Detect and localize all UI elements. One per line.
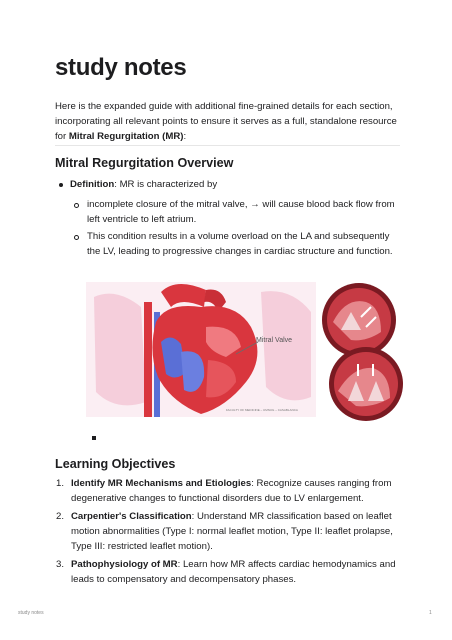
intro-tail: : [183, 131, 187, 142]
objective-number: 1. [56, 478, 65, 489]
objective-item-2 [56, 509, 400, 554]
valve-detail-bottom [328, 346, 404, 422]
stray-bullet-marker [92, 436, 96, 440]
valve-label: Mitral Valve [256, 337, 293, 344]
intro-bold: Mitral Regurgitation (MR) [68, 131, 184, 142]
objective-text: : Recognize causes ranging from degenerative changes to functional disorders due to LV enlargement. [71, 478, 392, 504]
objective-number: 2. [56, 511, 65, 522]
sub-bullet-1-text: incomplete closure of the mitral valve, → will cause blood back flow from left ventricle to left atrium. [87, 199, 395, 225]
definition-label: Definition [70, 179, 115, 190]
footer-page-number: 1 [429, 610, 432, 616]
sub-bullet-2-text: This condition results in a volume overload on the LA and subsequently the LV, leading to progressive changes in cardiac structure and function. [87, 231, 393, 257]
sub-bullet-2 [87, 229, 400, 259]
definition-bullet [70, 177, 400, 192]
objectives-heading: Learning Objectives [55, 457, 176, 471]
intro-text: Here is the expanded guide with additional fine-grained details for each section, incorporating all relevant points to ensure it serves as a full, standalone resource for [55, 101, 397, 142]
objective-number: 3. [56, 559, 65, 570]
heart-illustration [86, 282, 316, 417]
divider [55, 145, 400, 146]
objective-title: Carpentier's Classification [71, 511, 192, 522]
footer-left: study notes [18, 610, 44, 616]
bullet-ring [74, 203, 79, 208]
objective-title: Pathophysiology of MR [71, 559, 178, 570]
definition-text: : MR is characterized by [114, 179, 218, 190]
figure-caption: FACULTY OF MEDICINE – UMNUG – CASABLANCA [226, 408, 298, 412]
objective-text: : Learn how MR affects cardiac hemodynamics and leads to compensatory and decompensatory phases. [71, 559, 396, 585]
objective-text: : Understand MR classification based on leaflet motion abnormalities (Type I: normal leaflet motion, Type II: leaflet prolapse, Type III: restricted leaflet motion). [71, 511, 393, 552]
sub-bullet-1 [87, 197, 400, 227]
bullet-dot [59, 183, 63, 187]
objective-item-3 [56, 557, 400, 587]
objective-title: Identify MR Mechanisms and Etiologies [71, 478, 252, 489]
mitral-valve-figure [86, 282, 431, 417]
bullet-ring [74, 235, 79, 240]
page-title: study notes [55, 54, 187, 81]
overview-heading: Mitral Regurgitation Overview [55, 156, 234, 170]
objective-item-1 [56, 476, 400, 506]
intro-paragraph [55, 99, 400, 144]
